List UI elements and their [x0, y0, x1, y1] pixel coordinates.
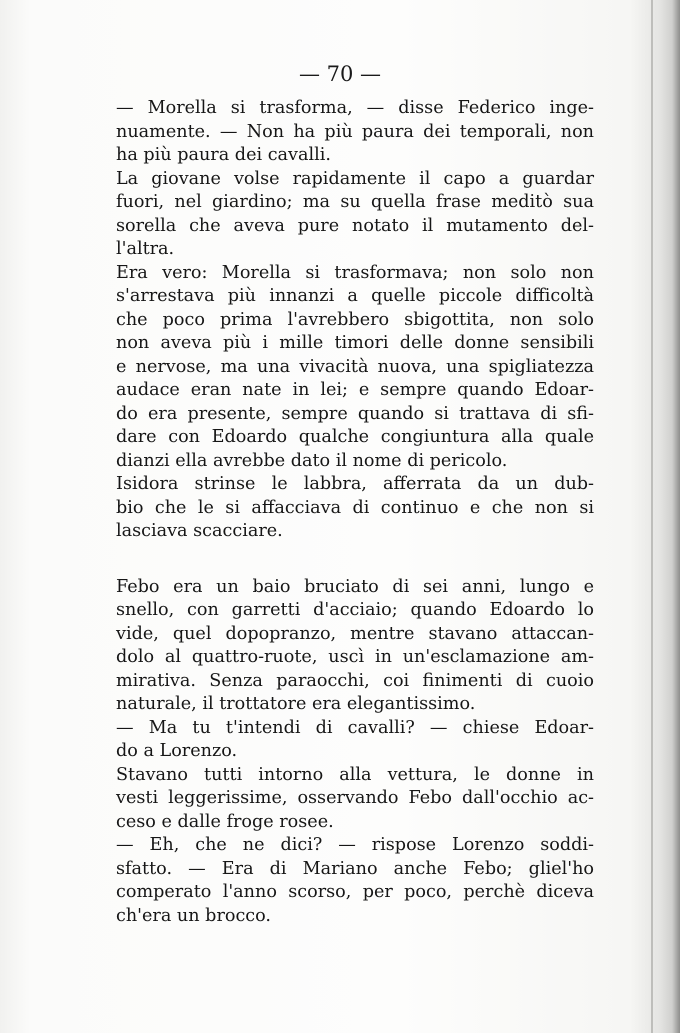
- text-line: naturale, il trottatore era elegantissimo.: [116, 694, 476, 714]
- text-line: ch'era un brocco.: [116, 905, 272, 926]
- text-line: snello, con garretti d'acciaio; quando Edoardo lo: [116, 600, 594, 620]
- page-edge-shadow: [651, 0, 653, 1033]
- text-line: che poco prima l'avrebbero sbigottita, non solo: [116, 309, 594, 330]
- text-line: — Eh, che ne dici? — rispose Lorenzo soddi-: [116, 835, 594, 855]
- text-line: lasciava scacciare.: [116, 521, 283, 541]
- text-line: sfatto. — Era di Mariano anche Febo; gliel'ho: [116, 858, 594, 879]
- text-line: comperato l'anno scorso, per poco, perchè diceva: [116, 882, 594, 902]
- text-line: non aveva più i mille timori delle donne sensibili: [116, 333, 594, 353]
- text-line: — Morella si trasforma, — disse Federico inge-: [116, 98, 594, 118]
- text-line: e nervose, ma una vivacità nuova, una spigliatezza: [116, 356, 594, 377]
- text-line: Isidora strinse le labbra, afferrata da un dub-: [116, 474, 594, 494]
- text-line: Stavano tutti intorno alla vettura, le donne in: [116, 764, 594, 785]
- paragraph: [116, 717, 594, 764]
- text-line: ceso e dalle froge rosee.: [116, 811, 334, 832]
- text-line: Era vero: Morella si trasformava; non solo non: [116, 262, 594, 283]
- paragraph: [116, 834, 594, 928]
- paragraph: [116, 97, 594, 168]
- text-line: fuori, nel giardino; ma su quella frase meditò sua: [116, 192, 594, 212]
- page-number: — 70 —: [298, 62, 382, 86]
- text-line: s'arrestava più innanzi a quelle piccole difficoltà: [116, 286, 594, 306]
- text-line: La giovane volse rapidamente il capo a guardar: [116, 168, 594, 189]
- text-line: audace eran nate in lei; e sempre quando Edoar-: [116, 380, 594, 400]
- paragraph: [116, 168, 594, 262]
- text-line: ha più paura dei cavalli.: [116, 145, 331, 165]
- section-break: [116, 544, 594, 576]
- text-line: l'altra.: [116, 239, 175, 259]
- body-text: [116, 97, 594, 928]
- text-line: Febo era un baio bruciato di sei anni, lungo e: [116, 576, 594, 597]
- text-line: — Ma tu t'intendi di cavalli? — chiese Edoar-: [116, 717, 594, 738]
- paragraph: [116, 764, 594, 835]
- text-line: do a Lorenzo.: [116, 741, 238, 761]
- text-line: dare con Edoardo qualche congiuntura alla quale: [116, 427, 594, 447]
- text-line: sorella che aveva pure notato il mutamento del-: [116, 215, 594, 236]
- paragraph: [116, 473, 594, 544]
- text-line: vesti leggerissime, osservando Febo dall'occhio ac-: [116, 788, 594, 808]
- text-line: dianzi ella avrebbe dato il nome di pericolo.: [116, 450, 508, 471]
- text-line: bio che le si affacciava di continuo e che non si: [116, 497, 594, 518]
- paragraph: [116, 262, 594, 474]
- text-line: vide, quel dopopranzo, mentre stavano attaccan-: [116, 623, 594, 644]
- paragraph: [116, 576, 594, 717]
- text-line: nuamente. — Non ha più paura dei temporali, non: [116, 121, 594, 142]
- text-line: do era presente, sempre quando si trattava di sfi-: [116, 403, 594, 424]
- text-line: mirativa. Senza paraocchi, coi finimenti di cuoio: [116, 670, 594, 691]
- text-line: dolo al quattro-ruote, uscì in un'esclamazione am-: [116, 647, 594, 667]
